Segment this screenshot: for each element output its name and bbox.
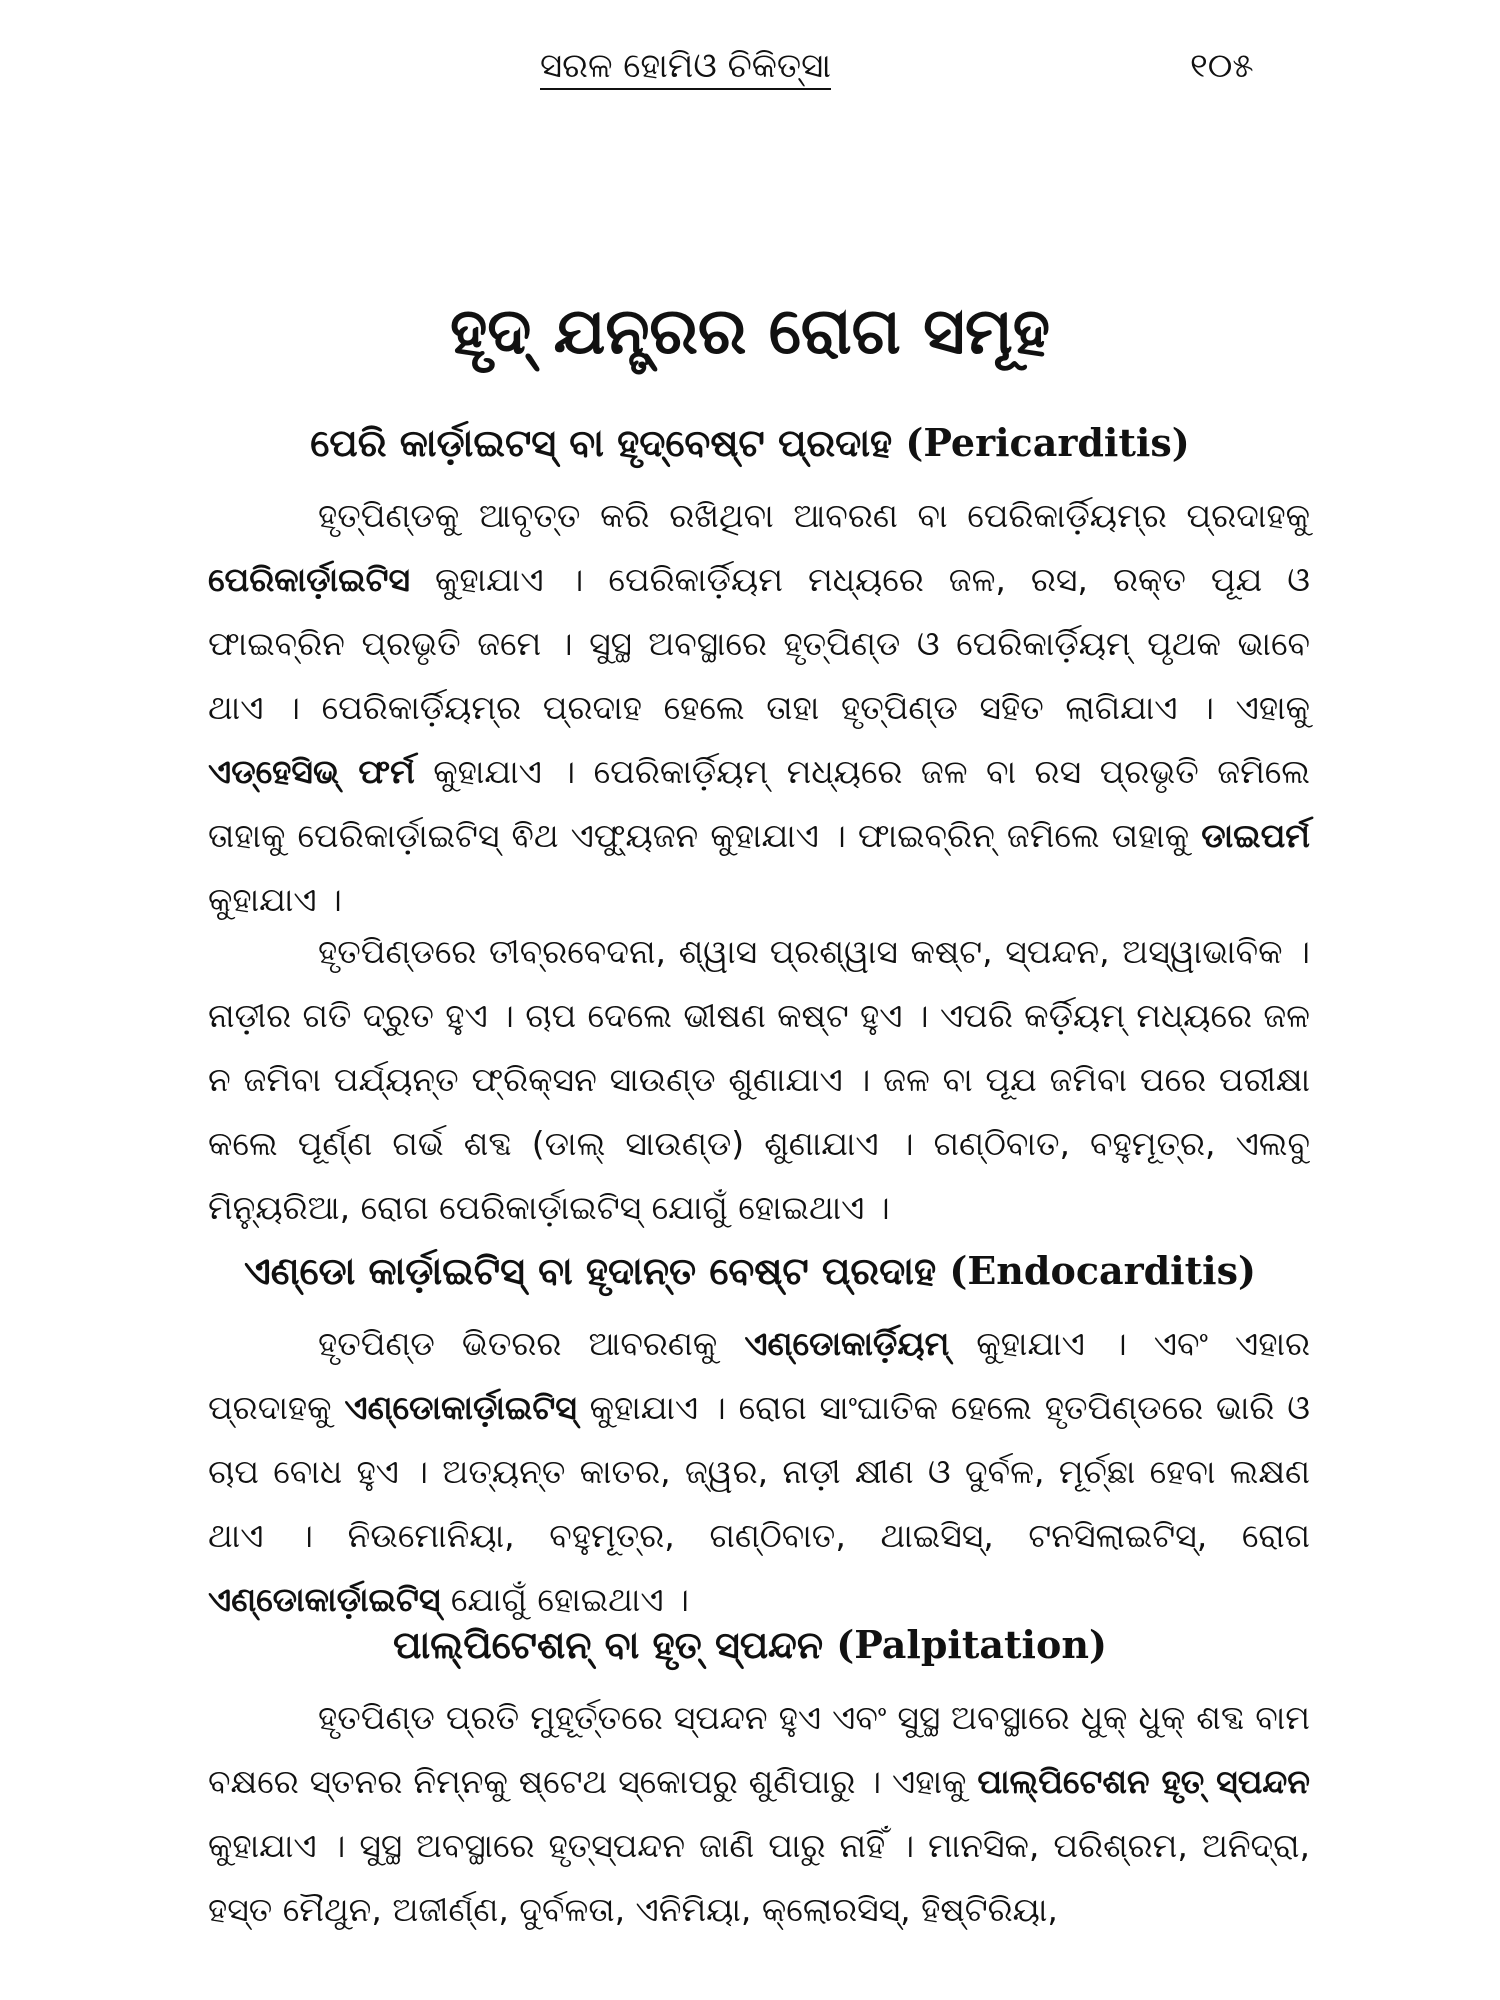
heading-english: (Pericarditis) bbox=[905, 420, 1190, 465]
text-run: କୁହାଯାଏ । ପେରିକାର୍ଡ଼ିୟମ ମଧ୍ୟରେ ଜଳ, ରସ, ରକ୍ତ ପୂଯ ଓ ଫାଇବ୍ରିନ ପ୍ରଭୃତି ଜମେ । ସୁସ୍ଥ ଅବସ୍ଥାରେ ହୃତ୍‌ପିଣ୍ଡ ଓ ପେରିକାର୍ଡ଼ିୟମ୍ ପୃଥକ ଭାବେ ଥାଏ । ପେରିକାର୍ଡ଼ିୟମ୍‌ର ପ୍ରଦାହ ହେଲେ ତାହା ହୃତ୍‌ପିଣ୍ଡ ସହିତ ଲାଗିଯାଏ । ଏହାକୁ bbox=[208, 560, 1310, 727]
section-heading-endocarditis bbox=[200, 1246, 1300, 1296]
heading-english: (Endocarditis) bbox=[949, 1248, 1256, 1293]
term-pericarditis: ପେରିକାର୍ଡ଼ାଇଟିସ bbox=[208, 560, 410, 599]
text-run: କୁହାଯାଏ । bbox=[208, 880, 342, 919]
text-run: କୁହାଯାଏ । ସୁସ୍ଥ ଅବସ୍ଥାରେ ହୃତ୍‌ସ୍ପନ୍ଦନ ଜାଣି ପାରୁ ନାହିଁ । ମାନସିକ, ପରିଶ୍ରମ, ଅନିଦ୍ରା, ହସ୍ତ ମୈଥୁନ, ଅଜୀର୍ଣ୍ଣ, ଦୁର୍ବଳତା, ଏନିମିୟା, କ୍ଲୋରସିସ୍, ହିଷ୍ଟିରିୟା, bbox=[208, 1826, 1310, 1929]
palpitation-paragraph bbox=[208, 1686, 1310, 1942]
pericarditis-paragraph-2 bbox=[208, 920, 1310, 1240]
text-run: କୁହାଯାଏ । ରୋଗ ସାଂଘାତିକ ହେଲେ ହୃତପିଣ୍ଡରେ ଭାରି ଓ ଚାପ ବୋଧ ହୁଏ । ଅତ୍ୟନ୍ତ କାତର, ଜ୍ୱର, ନାଡ଼ୀ କ୍ଷୀଣ ଓ ଦୁର୍ବଳ, ମୂର୍ଚ୍ଛା ହେବା ଲକ୍ଷଣ ଥାଏ । ନିଉମୋନିୟା, ବହୁମୂତ୍ର, ଗଣ୍ଠିବାତ, ଥାଇସିସ୍, ଟନସିଲାଇଟିସ୍, ରୋଗ bbox=[208, 1388, 1310, 1555]
term-endocarditis: ଏଣ୍ଡୋକାର୍ଡ଼ାଇଟିସ୍ bbox=[208, 1580, 441, 1619]
heading-odia: ପେରି କାର୍ଡ଼ାଇଟସ୍ ବା ହୃଦ୍‌ବେଷ୍ଟ ପ୍ରଦାହ bbox=[310, 421, 893, 465]
text-run: କୁହାଯାଏ । ଏବଂ ଏହାର ପ୍ରଦାହକୁ bbox=[208, 1324, 1310, 1427]
text-run: ହୃତପିଣ୍ଡ ପ୍ରତି ମୁହୂର୍ତ୍ତରେ ସ୍ପନ୍ଦନ ହୁଏ ଏବଂ ସୁସ୍ଥ ଅବସ୍ଥାରେ ଧୁକ୍ ଧୁକ୍ ଶବ୍ଦ ବାମ ବକ୍ଷରେ ସ୍ତନର ନିମ୍ନକୁ ଷ୍ଟେଥ ସ୍କୋପରୁ ଶୁଣିପାରୁ । ଏହାକୁ bbox=[208, 1698, 1310, 1801]
heading-english: (Palpitation) bbox=[836, 1622, 1107, 1667]
term-adhesive-form: ଏଡ୍‌ହେସିଭ୍ ଫର୍ମ bbox=[208, 752, 415, 791]
paragraph-text: ହୃତପିଣ୍ଡରେ ତୀବ୍ରବେଦନା, ଶ୍ୱାସ ପ୍ରଶ୍ୱାସ କଷ୍ଟ, ସ୍ପନ୍ଦନ, ଅସ୍ୱାଭାବିକ । ନାଡ଼ୀର ଗତି ଦ୍ରୁତ ହୁଏ । ଚାପ ଦେଲେ ଭୀଷଣ କଷ୍ଟ ହୁଏ । ଏପରି କର୍ଡ଼ିୟମ୍ ମଧ୍ୟରେ ଜଳ ନ ଜମିବା ପର୍ଯ୍ୟନ୍ତ ଫ୍ରିକ୍ସନ ସାଉଣ୍ଡ ଶୁଣାଯାଏ । ଜଳ ବା ପୂଯ ଜମିବା ପରେ ପରୀକ୍ଷା କଲେ ପୂର୍ଣ୍ଣ ଗର୍ଭ ଶବ୍ଦ (ଡାଲ୍ ସାଉଣ୍ଡ) ଶୁଣାଯାଏ । ଗଣ୍ଠିବାତ, ବହୁମୂତ୍ର, ଏଲବୁ ମିନ୍ୟୁରିଆ, ରୋଗ ପେରିକାର୍ଡ଼ାଇଟିସ୍ ଯୋଗୁଁ ହୋଇଥାଏ । bbox=[208, 932, 1310, 1227]
heading-odia: ପାଲ୍‌ପିଟେଶନ୍ ବା ହୃତ୍ ସ୍ପନ୍ଦନ bbox=[393, 1623, 823, 1667]
endocarditis-paragraph bbox=[208, 1312, 1310, 1632]
section-heading-pericarditis bbox=[200, 418, 1300, 468]
text-run: କୁହାଯାଏ । ପେରିକାର୍ଡ଼ିୟମ୍ ମଧ୍ୟରେ ଜଳ ବା ରସ ପ୍ରଭୃତି ଜମିଲେ ତାହାକୁ ପେରିକାର୍ଡ଼ାଇଟିସ୍ ଵିଥ ଏଫ୍ୟୁଜନ କୁହାଯାଏ । ଫାଇବ୍ରିନ୍ ଜମିଲେ ତାହାକୁ bbox=[208, 752, 1310, 855]
page-number: ୧୦୫ bbox=[1190, 46, 1254, 86]
chapter-title: ହୃଦ୍ ଯନ୍ତ୍ରର ରୋଗ ସମୂହ bbox=[449, 295, 1051, 369]
text-run: ହୃତ୍‌ପିଣ୍ଡକୁ ଆବୃତ୍ତ କରି ରଖିଥିବା ଆବରଣ ବା ପେରିକାର୍ଡ଼ିୟମ୍‌ର ପ୍ରଦାହକୁ bbox=[318, 496, 1310, 535]
term-endocardium: ଏଣ୍ଡୋକାର୍ଡ଼ିୟମ୍ bbox=[744, 1324, 950, 1363]
text-run: ଯୋଗୁଁ ହୋଇଥାଏ । bbox=[440, 1580, 689, 1619]
section-heading-palpitation bbox=[200, 1620, 1300, 1670]
term-endocarditis: ଏଣ୍ଡୋକାର୍ଡ଼ାଇଟିସ୍ bbox=[344, 1388, 577, 1427]
pericarditis-paragraph-1 bbox=[208, 484, 1310, 932]
term-dry-form: ଡାଇପର୍ମ bbox=[1201, 816, 1310, 855]
term-palpitation: ପାଲ୍‌ପିଟେଶନ ହୃତ୍ ସ୍ପନ୍ଦନ bbox=[977, 1762, 1310, 1801]
running-title: ସରଳ ହୋମିଓ ଚିକିତ୍ସା bbox=[540, 46, 831, 90]
text-run: ହୃତପିଣ୍ଡ ଭିତରର ଆବରଣକୁ bbox=[318, 1324, 745, 1363]
heading-odia: ଏଣ୍ଡୋ କାର୍ଡ଼ାଇଟିସ୍ ବା ହୃଦାନ୍ତ ବେଷ୍ଟ ପ୍ରଦାହ bbox=[244, 1249, 937, 1293]
